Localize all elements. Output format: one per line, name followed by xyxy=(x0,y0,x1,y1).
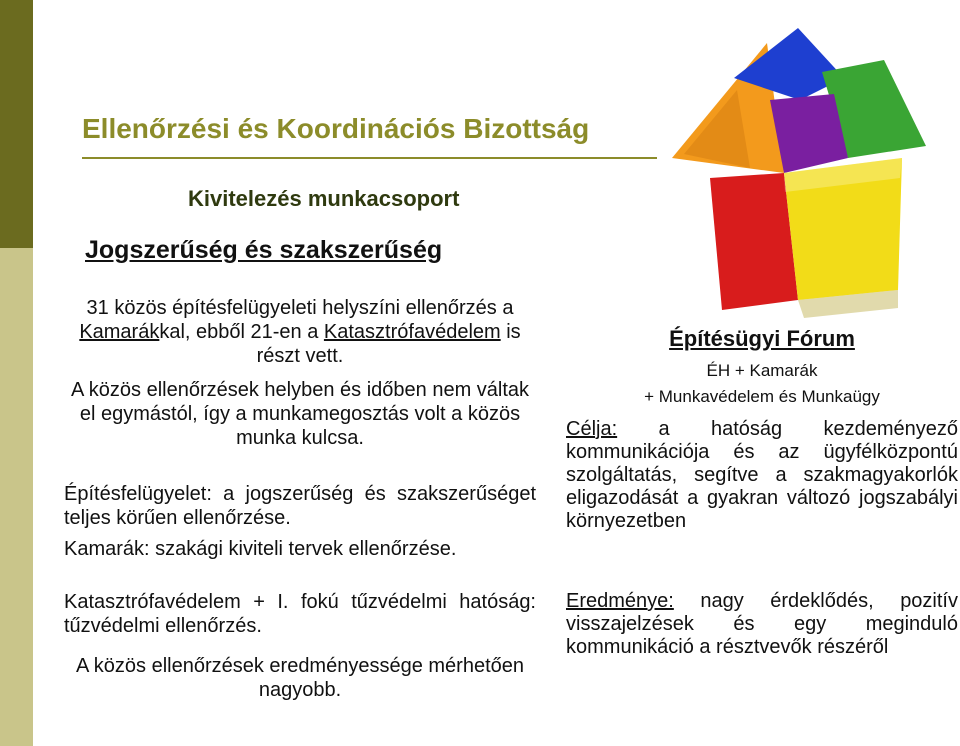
sidebar-stripe-light xyxy=(0,248,33,746)
forum-result: Eredménye: nagy érdeklődés, pozitív visszajelzések és egy meginduló kommunikáció a résztvevők részéről xyxy=(566,590,958,658)
paragraph-inspections: 31 közös építésfelügyeleti helyszíni ellenőrzés a Kamarákkal, ebből 21-en a Katasztrófavédelem is részt vett. xyxy=(79,297,521,367)
sidebar-stripe-dark xyxy=(0,0,33,248)
sidebar-stripe xyxy=(0,0,33,746)
page-title: Ellenőrzési és Koordinációs Bizottság xyxy=(82,113,590,144)
subtitle: Kivitelezés munkacsoport xyxy=(188,186,460,211)
puzzle-house-icon xyxy=(672,8,934,326)
paragraph-kamarak: Kamarák: szakági kiviteli tervek ellenőrzése. xyxy=(64,538,457,560)
paragraph-result: A közös ellenőrzések eredményessége mérhetően nagyobb. xyxy=(75,655,525,701)
forum-subtitle-1: ÉH + Kamarák xyxy=(706,361,818,380)
link-kamarak[interactable]: Kamarák xyxy=(79,321,160,343)
title-underline xyxy=(82,157,657,159)
link-katasztrofavedelem[interactable]: Katasztrófavédelem xyxy=(323,321,501,343)
forum-title: Építésügyi Fórum xyxy=(669,326,855,351)
paragraph-epitesfelugyelet: Építésfelügyelet: a jogszerűség és szakszerűséget teljes körűen ellenőrzése. xyxy=(64,483,536,529)
forum-subtitle-2: + Munkavédelem és Munkaügy xyxy=(644,387,880,406)
goal-label: Célja: xyxy=(566,418,618,440)
paragraph-cooperation: A közös ellenőrzések helyben és időben nem váltak el egymástól, így a munkamegosztás volt a közös munka kulcsa. xyxy=(70,379,530,449)
paragraph-katasztrofavedelem: Katasztrófavédelem + I. fokú tűzvédelmi hatóság: tűzvédelmi ellenőrzés. xyxy=(64,591,536,637)
section-heading: Jogszerűség és szakszerűség xyxy=(85,236,443,264)
forum-goal: Célja: a hatóság kezdeményező kommunikációja és az ügyfélközpontú szolgáltatás, segítve a szakmagyakorlók eligazodását a gyakran változó jogszabályi környezetben xyxy=(566,418,958,532)
result-label: Eredménye: xyxy=(566,590,674,612)
